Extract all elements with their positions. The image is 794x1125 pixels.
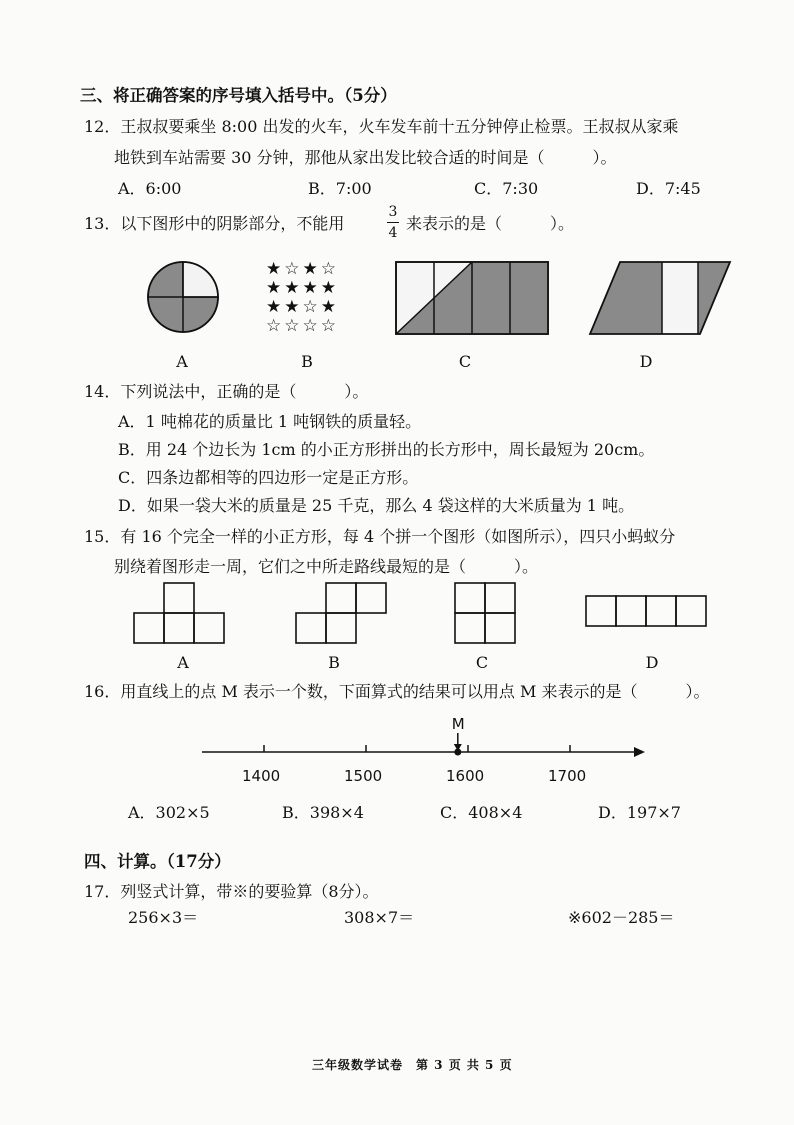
q13-label-d: D [639,352,653,371]
q13-label-c: C [458,352,472,371]
q16-option-c: C．408×4 [440,803,523,822]
q13-label-b: B [301,352,313,371]
section-3-heading: 三、将正确答案的序号填入括号中。（5分） [80,86,397,105]
page-footer: 三年级数学试卷 第 3 页 共 5 页 [312,1058,513,1072]
q14-option-a: A．1 吨棉花的质量比 1 吨钢铁的质量轻。 [118,412,422,431]
q15-label-a: A [177,653,189,672]
q16-stem: 16．用直线上的点 M 表示一个数，下面算式的结果可以用点 M 来表示的是（ ）。 [84,682,710,701]
q15-label-d: D [645,653,659,672]
q13-stem-prefix: 13．以下图形中的阴影部分，不能用 [84,214,345,233]
section-4-heading: 四、计算。（17分） [84,852,231,871]
tick-label: 1500 [344,767,383,785]
q15-label-c: C [475,653,489,672]
q13-stem-suffix: 来表示的是（ ）。 [406,214,575,233]
q14-stem: 14．下列说法中，正确的是（ ）。 [84,382,369,401]
q15-line-2: 别绕着图形走一周，它们之中所走路线最短的是（ ）。 [114,557,539,576]
q13-fraction-numerator: 3 [388,204,398,220]
q15-line-1: 15．有 16 个完全一样的小正方形，每 4 个拼一个图形（如图所示），四只小蚂蚁分 [84,527,676,546]
q12-option-a: A．6:00 [118,179,182,198]
q12-option-c: C．7:30 [474,179,539,198]
q15-label-b: B [328,653,340,672]
star-row: ★★★★ [266,278,339,298]
q17-problem-1: 256×3＝ [128,908,199,927]
q17-problem-3: ※602－285＝ [568,908,675,927]
point-m-label: M [451,715,465,733]
q12-option-b: B．7:00 [308,179,372,198]
star-row: ★☆★☆ [266,259,339,279]
tick-label: 1400 [242,767,281,785]
star-row: ☆☆☆☆ [266,316,339,336]
q13-label-a: A [176,352,188,371]
q12-line-1: 12．王叔叔要乘坐 8:00 出发的火车，火车发车前十五分钟停止检票。王叔叔从家乘 [84,117,679,136]
q13-fraction-denominator: 4 [388,225,398,241]
q12-line-2: 地铁到车站需要 30 分钟，那他从家出发比较合适的时间是（ ）。 [114,148,617,167]
tick-label: 1700 [548,767,587,785]
q14-option-b: B．用 24 个边长为 1cm 的小正方形拼出的长方形中，周长最短为 20cm。 [118,440,655,459]
q16-option-b: B．398×4 [282,803,364,822]
q17-problem-2: 308×7＝ [344,908,415,927]
tick-label: 1600 [446,767,485,785]
q12-option-d: D．7:45 [636,179,701,198]
q16-option-d: D．197×7 [598,803,681,822]
point-m [454,749,461,756]
q17-stem: 17．列竖式计算，带※的要验算（8分）。 [84,882,379,901]
q14-option-c: C．四条边都相等的四边形一定是正方形。 [118,468,419,487]
q16-option-a: A．302×5 [128,803,210,822]
star-row: ★★☆★ [266,297,339,317]
q14-option-d: D．如果一袋大米的质量是 25 千克，那么 4 袋这样的大米质量为 1 吨。 [118,496,635,515]
